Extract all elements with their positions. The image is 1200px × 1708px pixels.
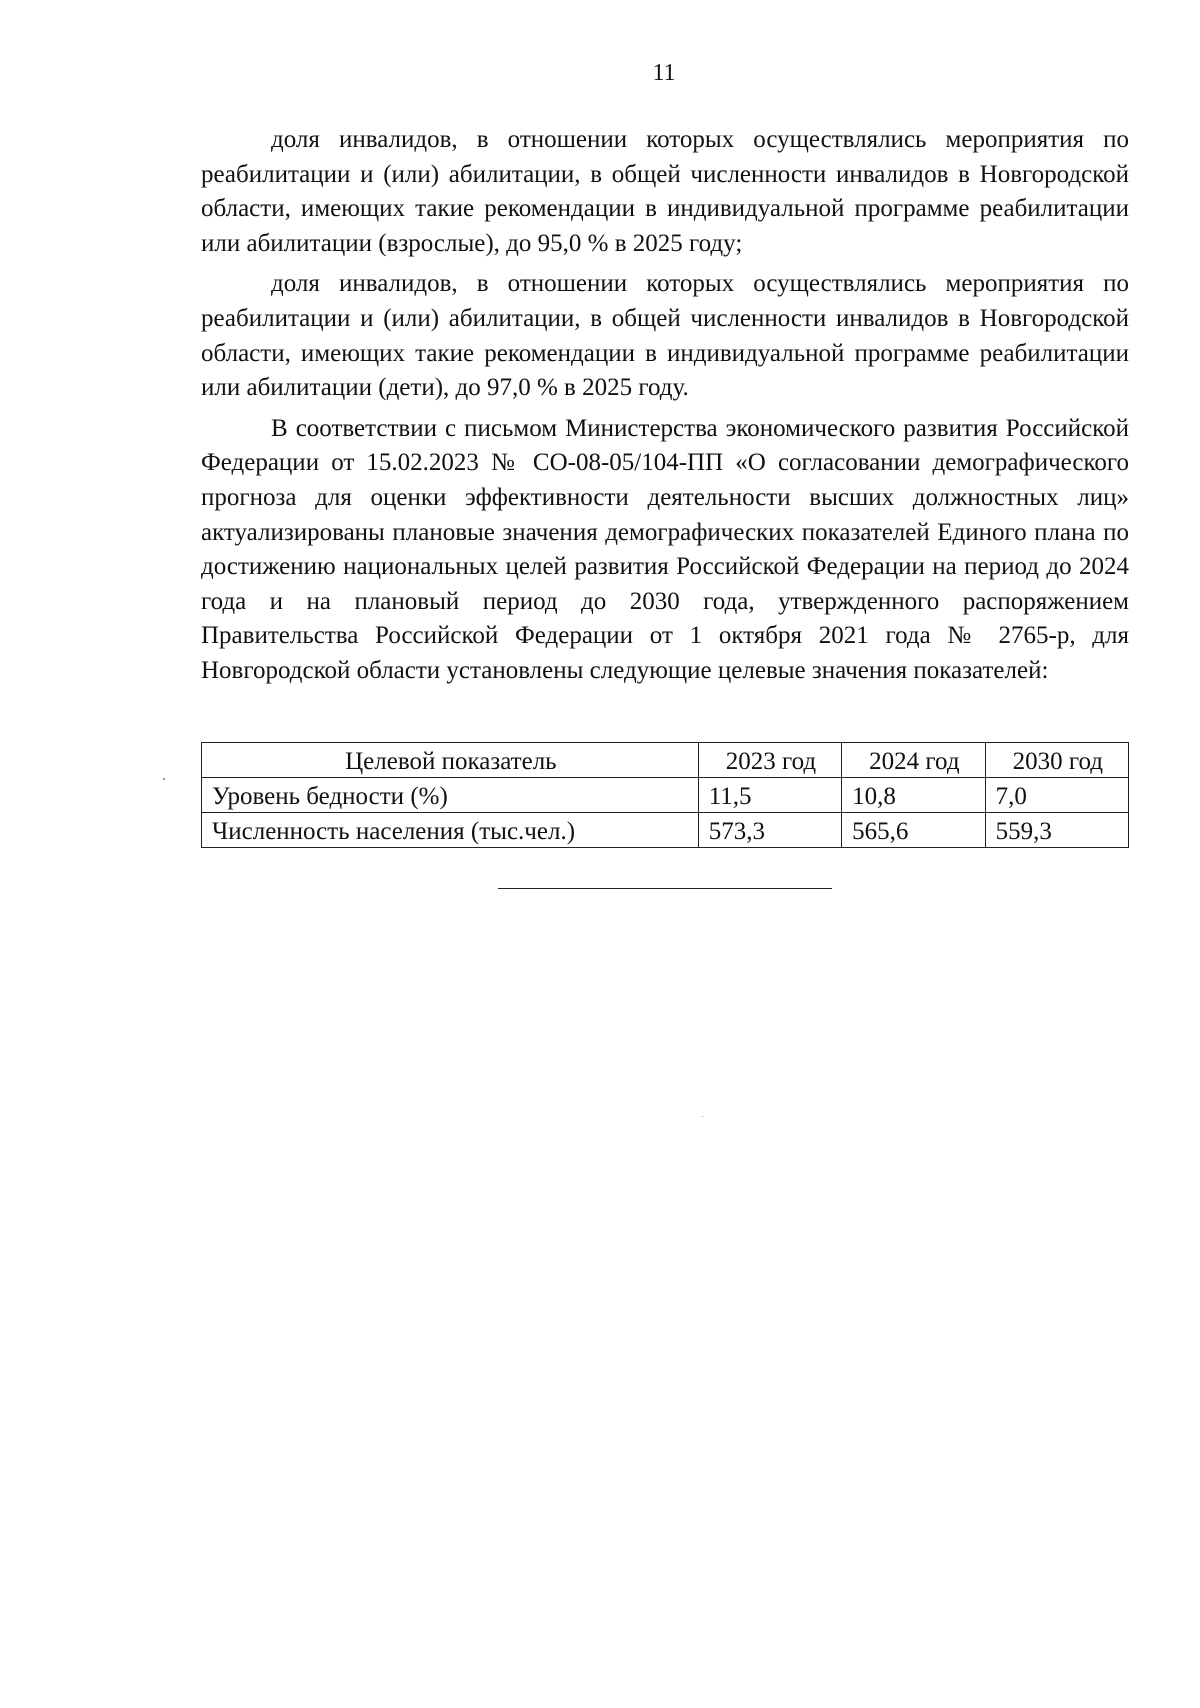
paragraph-disabled-adults: доля инвалидов, в отношении которых осуществлялись мероприятия по реабилитации и (или) абилитации, в общей численности инвалидов в Новгородской области, имеющих такие рекомендации в индивидуальной программе реабилитации или абилитации (взрослые), до 95,0 % в 2025 году;	[201, 126, 1129, 257]
cell-indicator: Уровень бедности (%)	[202, 778, 699, 813]
scan-speck	[163, 778, 165, 780]
page-number: 11	[652, 60, 676, 86]
paragraph-disabled-children: доля инвалидов, в отношении которых осуществлялись мероприятия по реабилитации и (или) абилитации, в общей численности инвалидов в Новгородской области, имеющих такие рекомендации в индивидуальной программе реабилитации или абилитации (дети), до 97,0 % в 2025 году.	[201, 270, 1129, 402]
header-2023: 2023 год	[698, 743, 841, 778]
cell-value-2023: 11,5	[698, 778, 841, 813]
closing-divider	[498, 888, 832, 889]
cell-value-2024: 10,8	[842, 778, 985, 813]
cell-value-2030: 559,3	[985, 813, 1128, 848]
paragraph-demographic-forecast: В соответствии с письмом Министерства экономического развития Российской Федерации от 15.02.2023 № СО-08-05/104-ПП «О согласовании демографического прогноза для оценки эффективности деятельности высших должностных лиц» актуализированы плановые значения демографических показателей Единого плана по достижению национальных целей развития Российской Федерации на период до 2024 года и на плановый период до 2030 года, утвержденного распоряжением Правительства Российской Федерации от 1 октября 2021 года № 2765-р, для Новгородской области установлены следующие целевые значения показателей:	[201, 414, 1129, 684]
table-row	[202, 778, 1129, 813]
cell-value-2024: 565,6	[842, 813, 985, 848]
table-row	[202, 813, 1129, 848]
header-indicator: Целевой показатель	[202, 743, 699, 778]
header-2024: 2024 год	[842, 743, 985, 778]
cell-value-2030: 7,0	[985, 778, 1128, 813]
target-indicators-table	[201, 742, 1129, 848]
header-2030: 2030 год	[985, 743, 1128, 778]
table-header-row	[202, 743, 1129, 778]
cell-value-2023: 573,3	[698, 813, 841, 848]
cell-indicator: Численность населения (тыс.чел.)	[202, 813, 699, 848]
scan-speck	[702, 1116, 703, 1117]
body-text	[201, 123, 1129, 695]
